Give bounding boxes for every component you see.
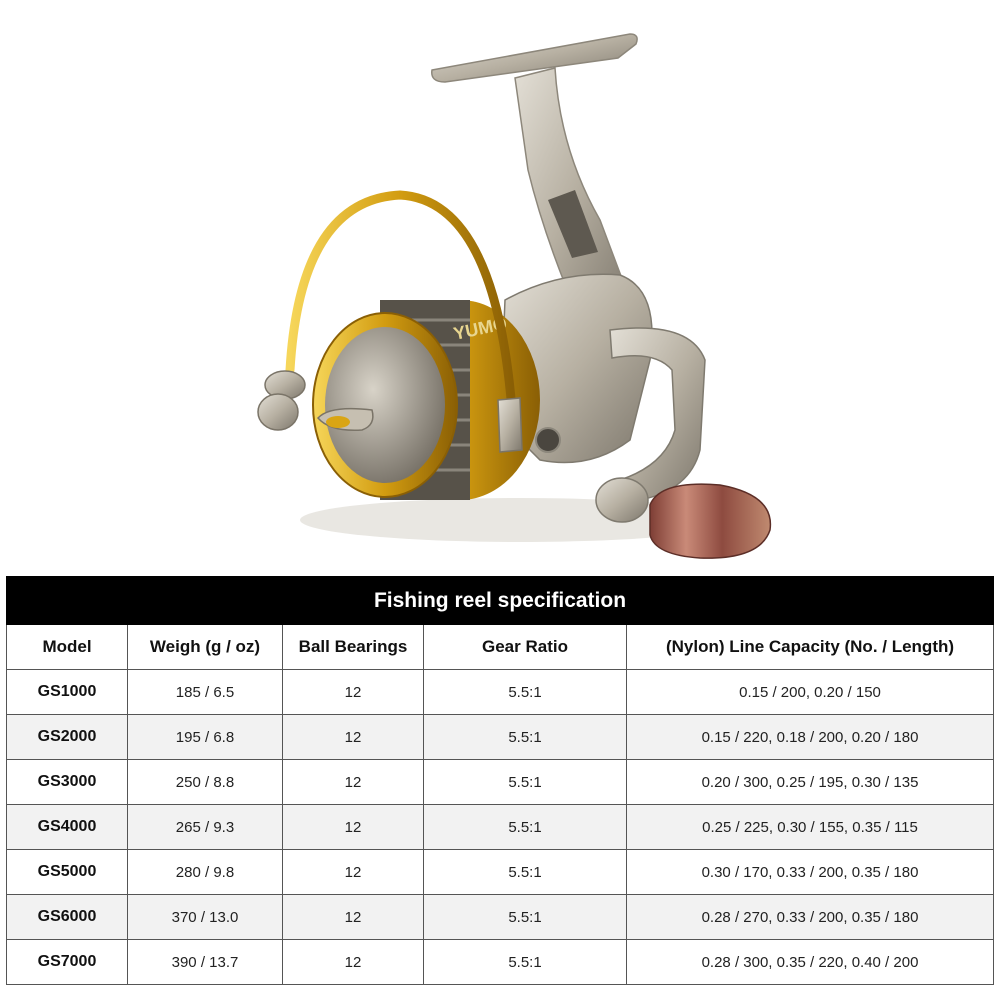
wooden-handle-knob — [650, 484, 770, 558]
weight-cell: 370 / 13.0 — [128, 895, 283, 940]
table-row — [7, 850, 994, 895]
bearings-cell: 12 — [283, 850, 424, 895]
bearings-cell: 12 — [283, 715, 424, 760]
bearings-cell: 12 — [283, 760, 424, 805]
column-header-weight: Weigh (g / oz) — [128, 625, 283, 670]
line-capacity-cell: 0.30 / 170, 0.33 / 200, 0.35 / 180 — [627, 850, 994, 895]
weight-cell: 280 / 9.8 — [128, 850, 283, 895]
table-row — [7, 760, 994, 805]
model-cell: GS6000 — [7, 895, 128, 940]
weight-cell: 250 / 8.8 — [128, 760, 283, 805]
table-row — [7, 940, 994, 985]
table-row — [7, 670, 994, 715]
table-title: Fishing reel specification — [7, 577, 994, 625]
model-cell: GS3000 — [7, 760, 128, 805]
model-cell: GS2000 — [7, 715, 128, 760]
gear-ratio-cell: 5.5:1 — [424, 850, 627, 895]
spool-brand-text: YUMO — [451, 313, 509, 344]
gear-ratio-cell: 5.5:1 — [424, 670, 627, 715]
rotor-screw — [536, 428, 560, 452]
line-capacity-cell: 0.25 / 225, 0.30 / 155, 0.35 / 115 — [627, 805, 994, 850]
table-row — [7, 805, 994, 850]
table-row — [7, 895, 994, 940]
weight-cell: 265 / 9.3 — [128, 805, 283, 850]
line-capacity-cell: 0.28 / 300, 0.35 / 220, 0.40 / 200 — [627, 940, 994, 985]
line-capacity-cell: 0.20 / 300, 0.25 / 195, 0.30 / 135 — [627, 760, 994, 805]
column-header-ball-bearings: Ball Bearings — [283, 625, 424, 670]
specification-table-container — [6, 576, 993, 985]
model-cell: GS1000 — [7, 670, 128, 715]
bail-mount — [498, 398, 522, 452]
model-cell: GS4000 — [7, 805, 128, 850]
column-header-gear-ratio: Gear Ratio — [424, 625, 627, 670]
weight-cell: 390 / 13.7 — [128, 940, 283, 985]
handle-base — [596, 478, 648, 522]
spool-front-face — [325, 327, 445, 483]
gear-ratio-cell: 5.5:1 — [424, 715, 627, 760]
bearings-cell: 12 — [283, 805, 424, 850]
gear-ratio-cell: 5.5:1 — [424, 805, 627, 850]
line-capacity-cell: 0.15 / 220, 0.18 / 200, 0.20 / 180 — [627, 715, 994, 760]
line-capacity-cell: 0.28 / 270, 0.33 / 200, 0.35 / 180 — [627, 895, 994, 940]
gear-ratio-cell: 5.5:1 — [424, 940, 627, 985]
gear-ratio-cell: 5.5:1 — [424, 760, 627, 805]
model-cell: GS7000 — [7, 940, 128, 985]
drag-knob-badge — [326, 416, 350, 428]
gear-ratio-cell: 5.5:1 — [424, 895, 627, 940]
weight-cell: 195 / 6.8 — [128, 715, 283, 760]
bearings-cell: 12 — [283, 670, 424, 715]
line-roller — [258, 371, 305, 430]
line-capacity-cell: 0.15 / 200, 0.20 / 150 — [627, 670, 994, 715]
table-row — [7, 715, 994, 760]
weight-cell: 185 / 6.5 — [128, 670, 283, 715]
column-header-line-capacity: (Nylon) Line Capacity (No. / Length) — [627, 625, 994, 670]
column-header-model: Model — [7, 625, 128, 670]
bearings-cell: 12 — [283, 940, 424, 985]
specification-table — [6, 576, 994, 985]
header-row — [7, 625, 994, 670]
model-cell: GS5000 — [7, 850, 128, 895]
bearings-cell: 12 — [283, 895, 424, 940]
